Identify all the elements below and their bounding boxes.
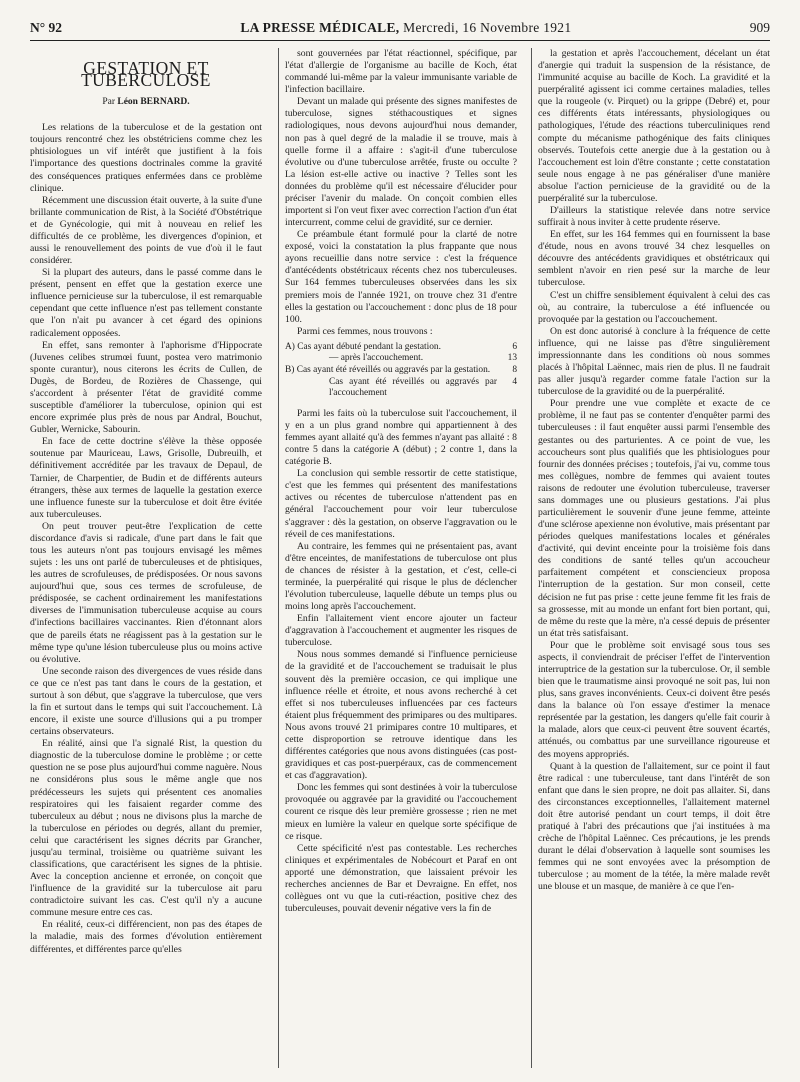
article-author [30, 96, 262, 108]
table-row [285, 365, 517, 377]
page-number: 909 [749, 20, 770, 35]
paragraph: Quant à la question de l'allaitement, sur ce point il faut être radical : une tuberculeuse, tant dans l'intérêt de son enfant que dans le sien propre, ne doit pas allaiter. Si, dans des circonstances exceptionnelles, l'allaitement maternel doit être autorisé pendant un court temps, il doit être pratiqué à l'abri des précautions que j'ai instituées à ma crèche de l'hôpital Laënnec. Ces précautions, je les prends durant le délai d'observation à laquelle sont soumises les femmes qui ne sont envoyées avec la présomption de tuberculose ; au moment de la tétée, la mère malade revêt une blouse et un masque, de manière à ce que l'en- [538, 760, 770, 893]
paragraph: Récemment une discussion était ouverte, à la suite d'une brillante communication de Rist, à la Société d'Obstétrique et de Gynécologie, qui mit à nouveau en relief les difficultés de ce problème, les divergences d'opinion, et aussi le renouvellement des points de vue d'où il le faut considérer. [30, 194, 262, 267]
column-1-body [30, 122, 262, 955]
table-row [285, 342, 517, 354]
paragraph: D'ailleurs la statistique relevée dans notre service suffirait à nous inviter à cette prudente réserve. [538, 205, 770, 229]
column-2 [285, 48, 517, 1068]
column-2-body-top [285, 48, 517, 338]
paragraph: C'est un chiffre sensiblement équivalent à celui des cas où, au contraire, la tuberculose a été influencée ou provoquée par la gestation ou l'accouchement. [538, 289, 770, 325]
journal-line [240, 20, 571, 36]
paragraph: Si la plupart des auteurs, dans le passé comme dans le présent, pensent en effet que la gestation exerce une influence pernicieuse sur la tuberculose, il est remarquable cependant que cette influence n'est pas tellement constante que l'on n'ait pu avancer à cet égard des opinions radicalement opposées. [30, 267, 262, 339]
column-2-body-bottom [285, 408, 517, 915]
statistics-table [285, 342, 517, 400]
paragraph: Enfin l'allaitement vient encore ajouter un facteur d'aggravation à l'accouchement et augmenter les risques de tuberculose. [285, 613, 517, 649]
paragraph: En effet, sur les 164 femmes qui en fournissent la base d'étude, nous en avons trouvé 34 chez lesquelles on découvre des antécédents gravidiques et obstétricaux qui semblent n'avoir en rien pesé sur la marche de leur tuberculose. [538, 229, 770, 289]
paragraph: On est donc autorisé à conclure à la fréquence de cette influence, qui ne laisse pas d'être singulièrement impressionnante dans les conditions où nous sommes placés à l'hôpital Laënnec, mais rien de plus. Il ne faudrait pas aller jusqu'à regarder comme fatale l'action sur la tuberculose de la gravidité ou de la puerpéralité. [538, 325, 770, 398]
paragraph: la gestation et après l'accouchement, décelant un état d'anergie qui traduit la suspension de la résistance, de l'immunité acquise au bacille de Koch. La gravidité et la puerpéralité agissent ici comme certaines maladies, telles que la rougeole (v. Pirquet) ou la grippe (Debré) et, pour ces différents états intéressants, physiologiques ou pathologiques, l'étude des réactions tuberculiniques rend compte du mécanisme pathogénique des faits cliniques observés. Toutefois cette anergie due à la gestation ou à l'accouchement est loin d'être constante ; cette constatation seule nous engage à ne pas généraliser d'une manière absolue l'action pernicieuse de la gravidité ou de la puerpéralité sur la tuberculose. [538, 48, 770, 204]
table-row [285, 377, 517, 400]
journal-name: LA PRESSE MÉDICALE, [240, 20, 400, 35]
table-row-value: 6 [512, 341, 517, 352]
article-title: GESTATION ET TUBERCULOSE [81, 58, 211, 91]
column-divider [531, 48, 532, 1068]
paragraph: Au contraire, les femmes qui ne présentaient pas, avant d'être enceintes, de manifestations de tuberculose ont plus de chances de résister à la gestation, et c'est, celle-ci terminée, la puerpéralité qui risque le plus de déclencher l'évolution tuberculeuse, laquelle débute un temps plus ou moins long après l'accouchement. [285, 540, 517, 613]
column-divider [278, 48, 279, 1068]
running-header [30, 18, 770, 38]
table-row-label: B) Cas ayant été réveillés ou aggravés par la gestation. [285, 365, 491, 376]
paragraph: Une seconde raison des divergences de vues réside dans ce que ce n'est pas tant dans le cours de la gestation, et surtout à son début, que s'aggrave la tuberculose, que vers la fin et surtout dans le temps qui suit l'accouchement. Là encore, il existe une source d'illusions qui a pu tromper certains observateurs. [30, 665, 262, 738]
paragraph: En réalité, ceux-ci différencient, non pas des étapes de la maladie, mais des formes d'évolution entièrement différentes, et différentes parce qu'elles [30, 919, 262, 955]
paragraph: Donc les femmes qui sont destinées à voir la tuberculose provoquée ou aggravée par la gravidité ou l'accouchement courent ce risque dès leur première grossesse ; rien ne met mieux en lumière la valeur en quelque sorte spécifique de ce risque. [285, 782, 517, 842]
table-row-label: A) Cas ayant débuté pendant la gestation. [285, 341, 441, 352]
column-1 [30, 48, 262, 1068]
column-3-body [538, 48, 770, 893]
paragraph: La conclusion qui semble ressortir de cette statistique, c'est que les femmes qui présentent des manifestations actives ou récentes de tuberculose n'attendent pas en général l'accouchement pour voir leur tuberculose s'aggraver : dès la gestation, on observe l'aggravation ou le réveil de ces manifestations. [285, 468, 517, 540]
paragraph: Ce préambule étant formulé pour la clarté de notre exposé, voici la constatation la plus frappante que nous ayons recueillie dans notre service : c'est la fréquence d'antécédents obstétricaux récents chez nos tuberculeuses. Sur 164 femmes tuberculeuses observées dans les six premiers mois de l'année 1921, on trouve chez 31 d'entre elles la gestation ou l'accouchement : donc plus de 18 pour 100. [285, 229, 517, 325]
paragraph: Les relations de la tuberculose et de la gestation ont toujours rencontré chez les obstétriciens comme chez les phtisiologues un vif intérêt que justifient à la fois l'importance des questions doctrinales comme la gravité des conséquences pratiques enfermées dans ce problème clinique. [30, 122, 262, 194]
paragraph: Pour que le problème soit envisagé sous tous ses aspects, il conviendrait de préciser l'effet de l'intervention interruptrice de la gestation sur la tuberculose. Or, il semble bien que le traumatisme ainsi provoqué ne soit pas, lui non plus, sans graves inconvénients. Ceux-ci doivent être pesés dans la balance où l'on essaye d'estimer la menace représentée par la gestation, les dangers qu'elle fait courir à la malade, alors que ceux-ci peuvent être souvent écartés, atténués, ou combattus par une surveillance rigoureuse et des moyens appropriés. [538, 639, 770, 760]
table-row-value: 8 [512, 365, 517, 376]
paragraph: Parmi les faits où la tuberculose suit l'accouchement, il y en a un plus grand nombre qui appartiennent à des femmes ayant allaité qu'à des femmes n'ayant pas allaité : 8 contre 5 dans la catégorie A (début) ; 2 contre 1, dans la catégorie B. [285, 407, 517, 468]
table-row-value: 4 [512, 376, 517, 387]
paragraph: En face de cette doctrine s'élève la thèse opposée soutenue par Mauriceau, Laws, Grisolle, Dubreuilh, et définitivement accréditée par les travaux de Depaul, de Tarnier, de Charpentier, de Budin et de différents auteurs étrangers, thèse aux termes de laquelle la gestation exerce une influence funeste sur la tuberculose et doit être évitée aux tuberculeuses. [30, 436, 262, 520]
paragraph: Nous nous sommes demandé si l'influence pernicieuse de la gravidité et de l'accouchement se traduisait le plus souvent dès la première occasion, ce qui implique une influence réelle et étroite, et nous avons recherché à cet effet si nos tuberculeuses influencées par ces facteurs étaient plus fréquemment des primipares ou des multipares. Nous avons trouvé 21 primipares contre 10 multipares, et cette disproportion se retrouve identique dans les différentes catégories que nous avons distinguées (cas post-gravidiques et cas post-puerpéraux, cas de commencement et cas d'aggravation). [285, 649, 517, 782]
paragraph: En effet, sans remonter à l'aphorisme d'Hippocrate (Juvenes celibes strumœi fuunt, postea vero matrimonio sponte curantur), nous citerons les écrits de Cullen, de Dugès, de Bordeu, de Rozières de Chassenge, qui s'accordent à présenter l'état de gravidité comme susceptible d'améliorer la tuberculose, opinion qui est encore exprimée plus près de nous par Andral, Bouchut, Gubler, Wernicke, Sabourin. [30, 339, 262, 436]
paragraph: Cette spécificité n'est pas contestable. Les recherches cliniques et expérimentales de Nobécourt et Paraf en ont apporté une démonstration, que laissaient prévoir les recherches anciennes de Bar et Devraigne. En effet, nos collègues ont vu que la cuti-réaction, positive chez des tuberculeuses, pouvait devenir négative vers la fin de [285, 842, 517, 915]
paragraph: On peut trouver peut-être l'explication de cette discordance d'avis si radicale, d'une part dans le fait que tous les auteurs n'ont pas toujours envisagé les mêmes sujets : les uns ont parlé de tuberculeuses et de phtisiques, les autres de scrofuleuses, de prédisposées. Or nous savons aujourd'hui que, sous ces termes de scrofuleuse, de prédisposée, se cachent ordinairement les manifestations diverses de l'immunisation tuberculeuse acquise au cours d'infections bacillaires vaccinantes. Rien d'étonnant alors que de pareils états ne réagissent pas à la gestation sur le même type qu'une lésion tuberculeuse plus ou moins active ou évolutive. [30, 520, 262, 665]
table-row-value: 13 [507, 353, 517, 364]
author-prefix: Par [102, 97, 115, 108]
issue-date: Mercredi, 16 Novembre 1921 [403, 20, 572, 35]
paragraph: sont gouvernées par l'état réactionnel, spécifique, par l'état d'allergie de l'organisme au bacille de Koch, état commandé lui-même par la valeur immunisante variable de l'infection bacillaire. [285, 48, 517, 96]
author-name: Léon BERNARD. [117, 97, 190, 108]
table-row [285, 353, 517, 365]
column-3 [538, 48, 770, 1068]
table-row-label: — après l'accouchement. [329, 353, 424, 364]
paragraph: Pour prendre une vue complète et exacte de ce problème, il ne faut pas se contenter d'enquêter parmi des tuberculeuses : il faut enquêter aussi parmi l'ensemble des gestantes ou des parturientes. A ce point de vue, les accoucheurs sont plus qualifiés que les phtisiologues pour fournir des données précises ; toutefois, j'ai vu, comme tous mes collègues, nombre de femmes qui avaient toutes raisons de redouter une évolution tuberculeuse, traverser sans dommages une ou plusieurs gestations. J'ai plus particulièrement le souvenir d'une jeune femme, atteinte d'une sclérose apexienne non évolutive, mais présentant par périodes quelques manifestations locales et générales d'activité, qui devint enceinte pour la troisième fois dans des conditions de santé telles qu'un accoucheur parfaitement compétent et consciencieux proposa l'interruption de la gestation. Sur mon conseil, cette décision ne fut pas prise : cette jeune femme fit les frais de sa grossesse, mit au monde un enfant fort bien portant, qui, de même du reste que la mère, n'a cessé depuis de présenter un état très satisfaisant. [538, 398, 770, 639]
issue-number: N° 92 [30, 20, 63, 35]
table-row-label: Cas ayant été réveillés ou aggravés par l'accouchement [329, 376, 497, 399]
paragraph: En réalité, ainsi que l'a signalé Rist, la question du diagnostic de la tuberculose domine le problème ; or cette question ne se pose plus aujourd'hui comme naguère. Nous ne considérons plus sous le même angle que nos prédécesseurs les sujets qui présentent ces anomalies respiratoires qui les faisaient regarder comme des tuberculeux au début ; nous ne divisons plus la marche de la tuberculose en périodes ou degrés, allant du premier, celui que caractérisent les signes décrits par Grancher, jusqu'au terminal, troisième ou quatrième suivant les classifications, que caractérisent les signes de la phtisie. Avec la conception ancienne et erronée, on conçoit que l'influence de la gravidité sur la tuberculose ait paru contradictoire suivant les cas. C'est qu'il n'y a aucune commune mesure entre ces cas. [30, 738, 262, 919]
paragraph: Parmi ces femmes, nous trouvons : [297, 325, 433, 337]
header-rule [30, 40, 770, 41]
paragraph: Devant un malade qui présente des signes manifestes de tuberculose, signes stéthacoustiques et signes radiologiques, nous devons aujourd'hui nous demander, non pas à quel degré de la maladie il se trouve, mais à quelle forme il a affaire : s'agit-il d'une tuberculose évolutive ou d'une tuberculose arrêtée, fruste ou occulte ? La lésion est-elle active ou inactive ? Telles sont les données du problème qu'il est nécessaire d'élucider pour préciser l'avenir du malade. On conçoit combien elles importent si l'on veut fixer avec correction l'action d'un état intercurrent, comme celui de gravidité, sur ce dernier. [285, 96, 517, 229]
